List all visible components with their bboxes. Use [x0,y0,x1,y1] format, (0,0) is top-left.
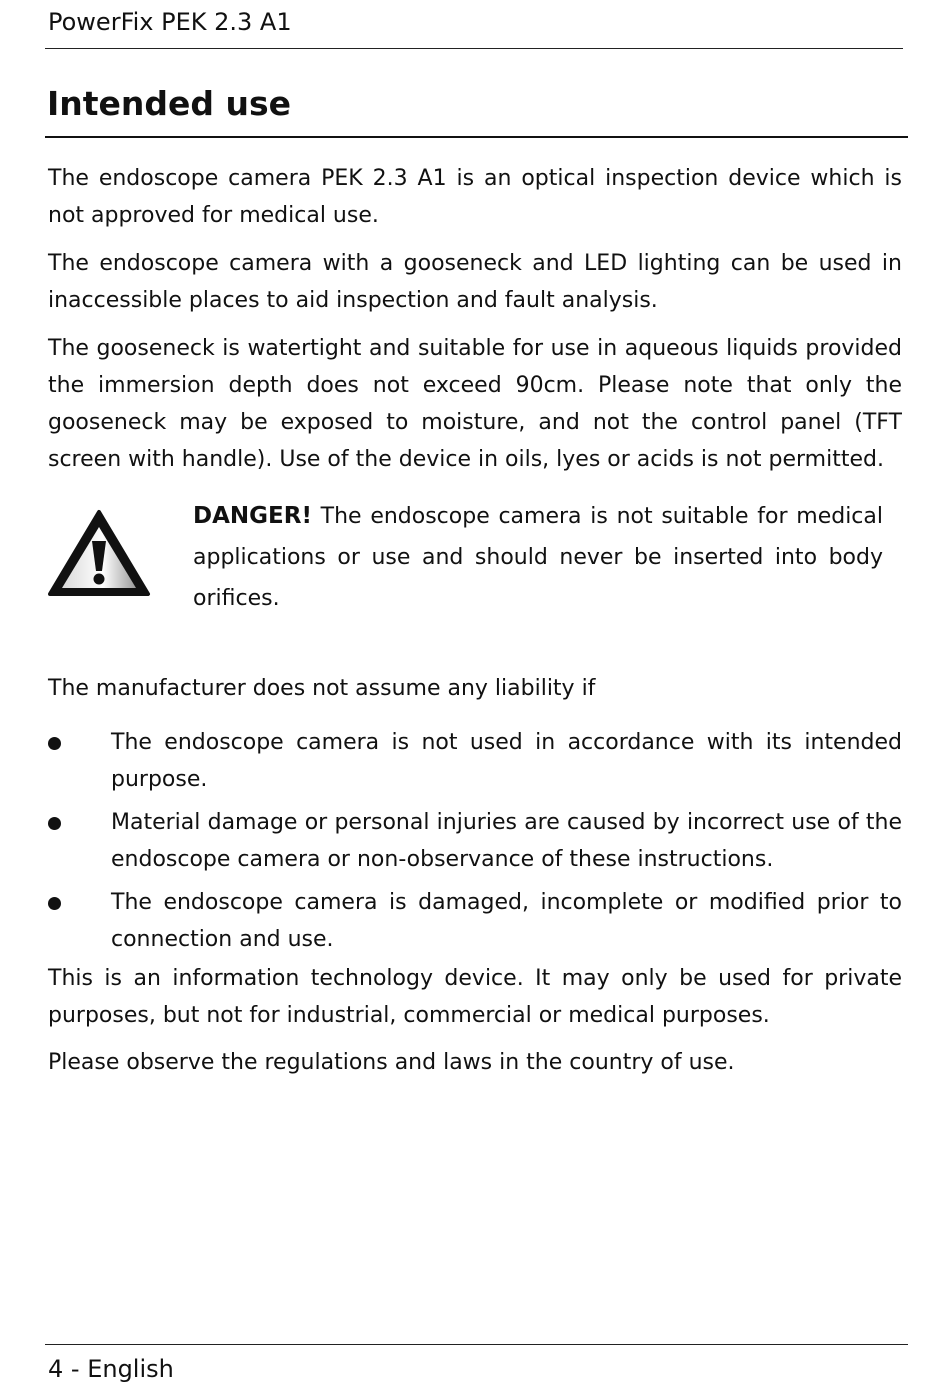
list-item [48,884,902,958]
paragraph-it-device: This is an information technology device. It may only be used for private purposes, but not for industrial, commercial or medical purposes. [48,966,902,1028]
running-header: PowerFix PEK 2.3 A1 [48,8,292,36]
paragraph-not-medical: The endoscope camera PEK 2.3 A1 is an optical inspection device which is not approved for medical use. [48,166,902,228]
warning-triangle-icon [47,508,151,598]
paragraph-regulations: Please observe the regulations and laws in the country of use. [48,1050,735,1075]
footer-rule [45,1344,908,1345]
list-item [48,804,902,878]
danger-message: The endoscope camera is not suitable for medical applications or use and should never be inserted into body orifices. [193,504,883,611]
title-rule [45,136,908,138]
danger-notice [47,496,887,626]
list-item-text: The endoscope camera is not used in accordance with its intended purpose. [111,730,902,792]
list-item-text: Material damage or personal injuries are caused by incorrect use of the endoscope camera or non-observance of these instructions. [111,810,902,872]
danger-paragraph [193,496,883,619]
section-title: Intended use [47,84,292,123]
list-item [48,724,902,798]
danger-label: DANGER! [193,503,312,529]
list-item-text: The endoscope camera is damaged, incomplete or modified prior to connection and use. [111,890,902,952]
header-rule [45,48,903,49]
paragraph-gooseneck-led: The endoscope camera with a gooseneck and LED lighting can be used in inaccessible places to aid inspection and fault analysis. [48,251,902,313]
bullet-dot [48,737,61,750]
paragraph-watertight: The gooseneck is watertight and suitable for use in aqueous liquids provided the immersion depth does not exceed 90cm. Please note that only the gooseneck may be exposed to moisture, and not the control panel (TFT screen with handle). Use of the device in oils, lyes or acids is not permitted. [48,336,902,472]
liability-list [48,724,902,964]
bullet-dot [48,817,61,830]
paragraph-liability-intro: The manufacturer does not assume any liability if [48,676,596,701]
bullet-dot [48,897,61,910]
page-number-label: 4 - English [48,1355,174,1383]
